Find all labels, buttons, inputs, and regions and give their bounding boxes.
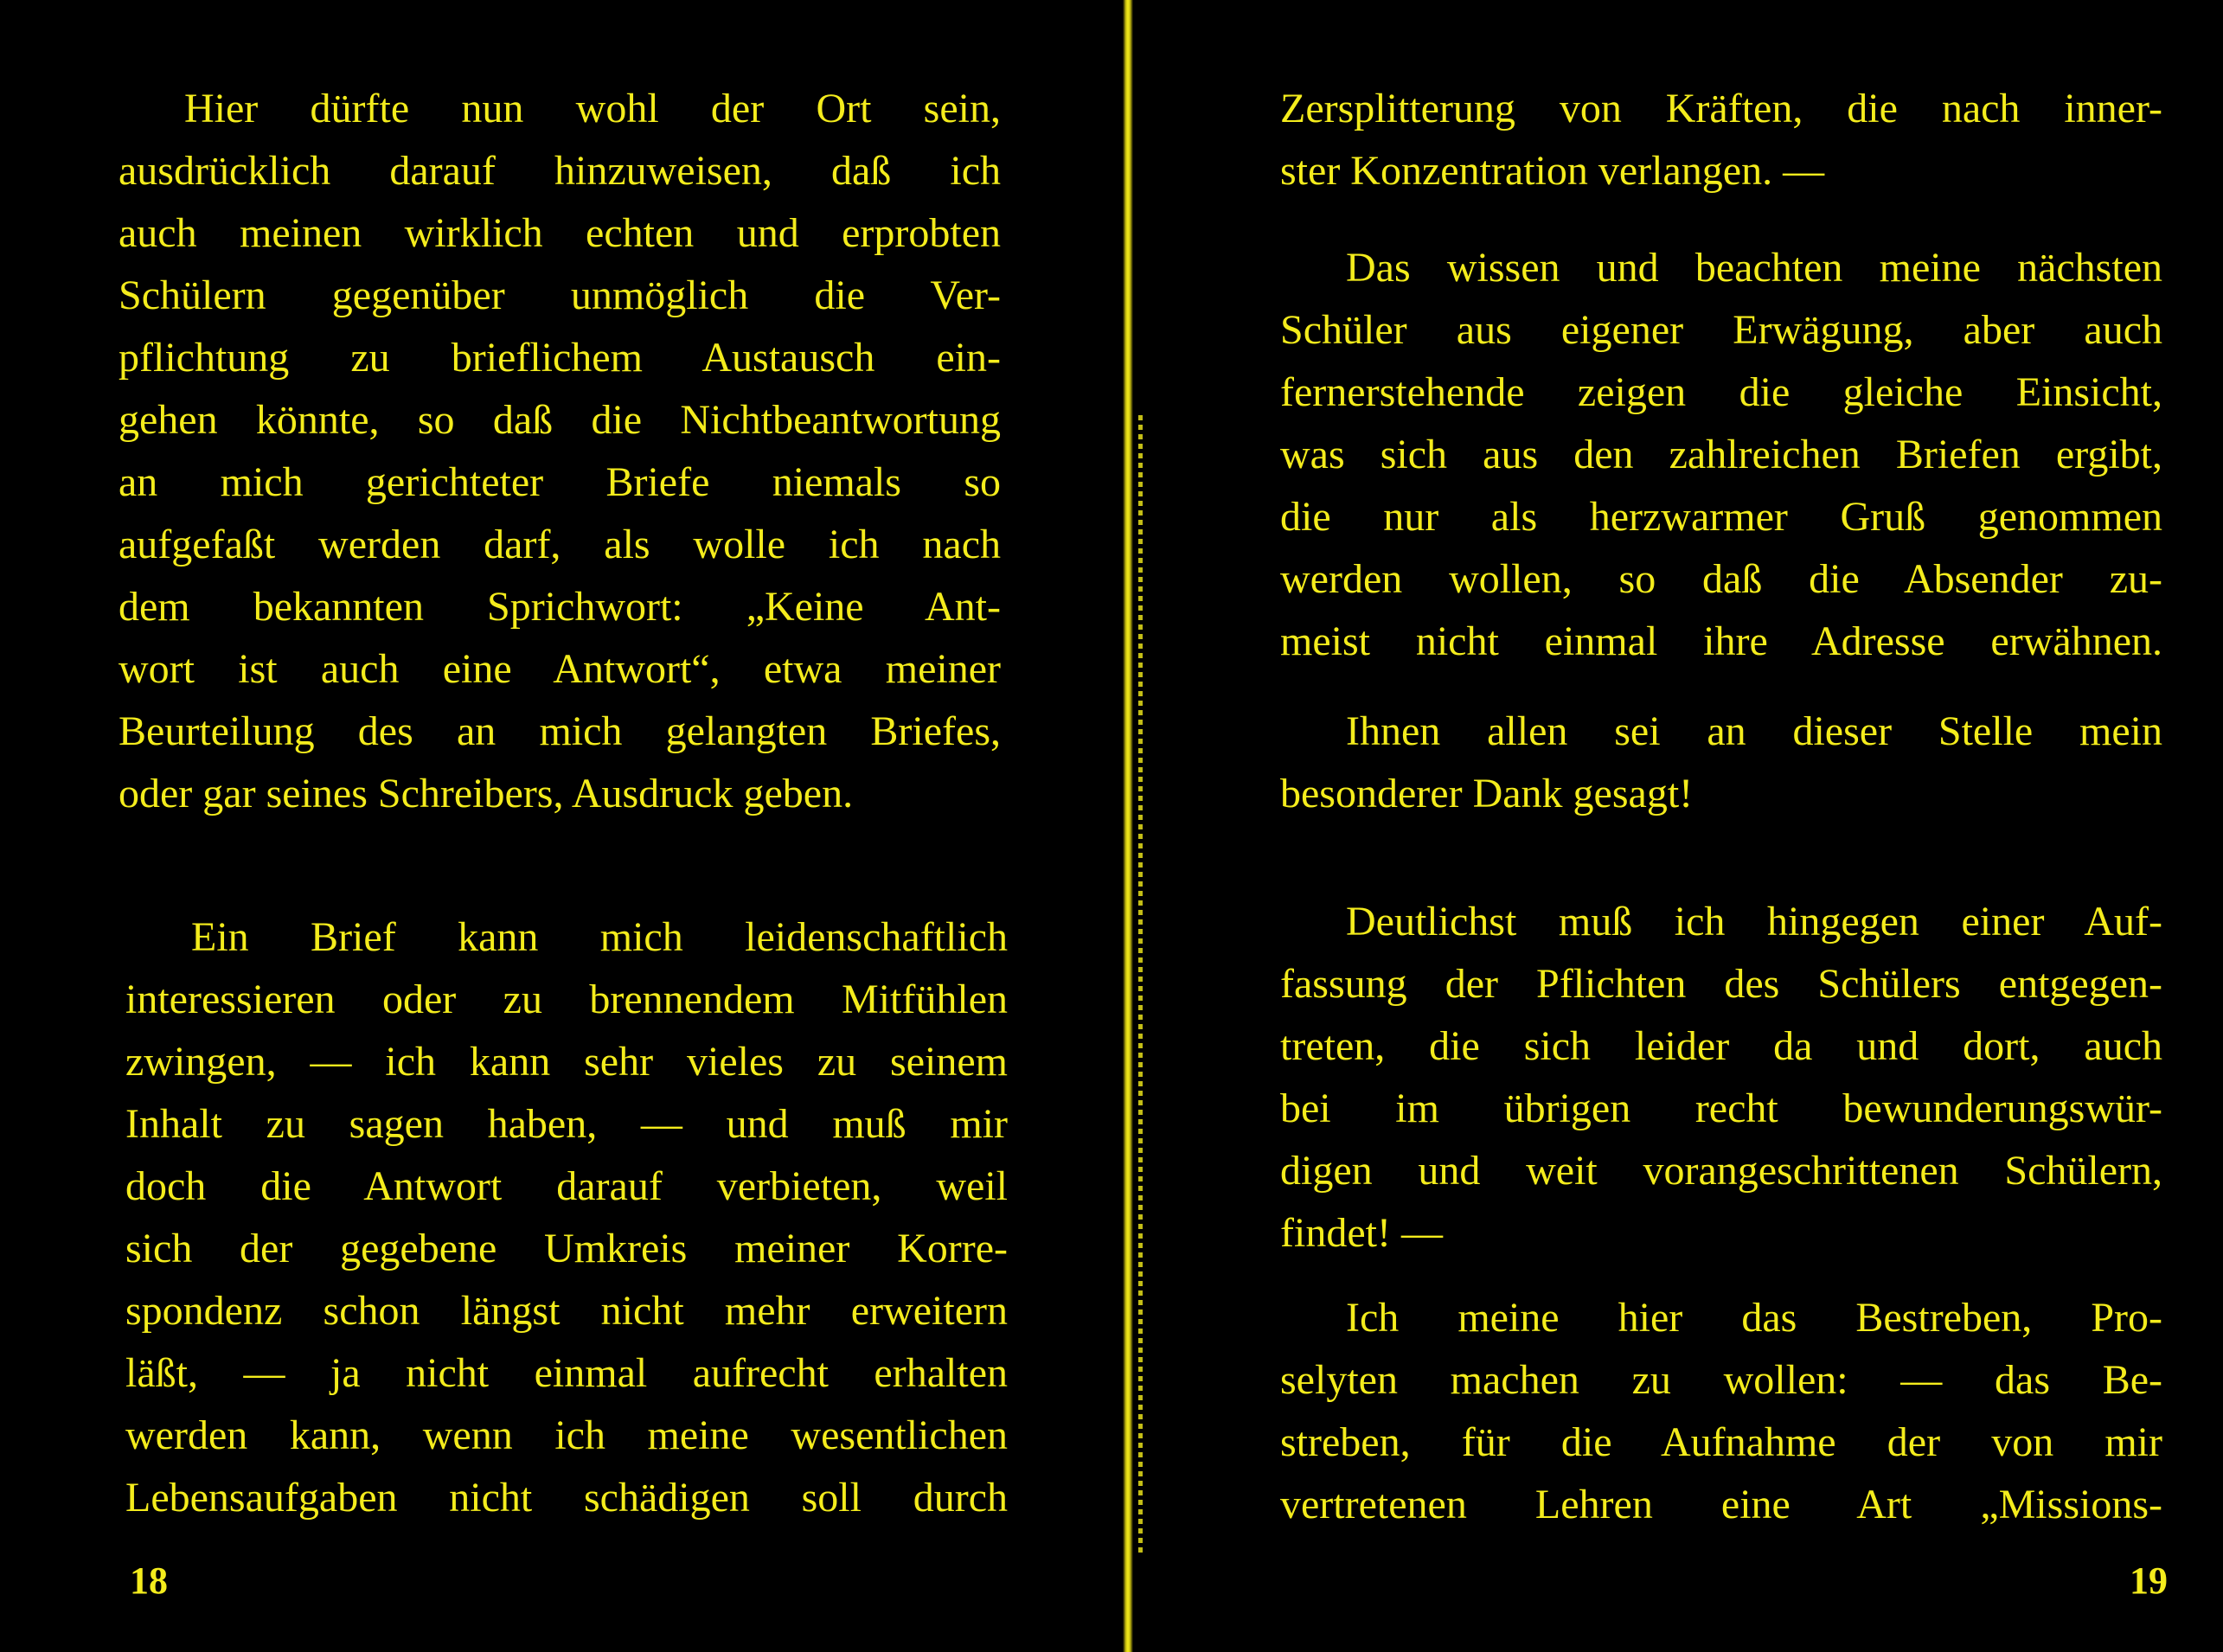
text-line: streben, für die Aufnahme der von mir (1280, 1419, 2162, 1465)
text-line: gehen könnte, so daß die Nichtbeantwortung (119, 397, 1001, 443)
text-line: zwingen, — ich kann sehr vieles zu seinem (125, 1039, 1008, 1085)
text-line: Deutlichst muß ich hingegen einer Auf- (1346, 899, 2162, 944)
text-line: findet! — (1280, 1210, 1443, 1256)
text-line: besonderer Dank gesagt! (1280, 771, 1694, 816)
right-paragraph-3 (1280, 701, 2162, 825)
text-line: Ein Brief kann mich leidenschaftlich (191, 914, 1008, 960)
text-line: ausdrücklich darauf hinzuweisen, daß ich (119, 148, 1001, 194)
text-line: was sich aus den zahlreichen Briefen ergibt, (1280, 432, 2162, 477)
text-line: die nur als herzwarmer Gruß genommen (1280, 494, 2162, 540)
text-line: digen und weit vorangeschrittenen Schülern, (1280, 1148, 2162, 1194)
text-line: Beurteilung des an mich gelangten Briefes, (119, 708, 1001, 754)
text-line: sich der gegebene Umkreis meiner Korre- (125, 1226, 1008, 1271)
text-line: aufgefaßt werden darf, als wolle ich nach (119, 522, 1001, 567)
text-line: auch meinen wirklich echten und erprobten (119, 210, 1001, 256)
text-line: meist nicht einmal ihre Adresse erwähnen. (1280, 618, 2162, 664)
text-line: treten, die sich leider da und dort, auch (1280, 1023, 2162, 1069)
text-line: bei im übrigen recht bewunderungswür- (1280, 1085, 2162, 1131)
text-line: Ihnen allen sei an dieser Stelle mein (1346, 708, 2162, 754)
text-line: doch die Antwort darauf verbieten, weil (125, 1163, 1008, 1209)
page-number-right: 19 (2130, 1559, 2168, 1602)
page-number-left: 18 (130, 1559, 168, 1602)
text-line: fassung der Pflichten des Schülers entgegen- (1280, 961, 2162, 1007)
text-line: ster Konzentration verlangen. — (1280, 148, 1825, 194)
right-paragraph-1 (1280, 78, 2162, 202)
text-line: wort ist auch eine Antwort“, etwa meiner (119, 646, 1001, 692)
text-line: vertretenen Lehren eine Art „Missions- (1280, 1482, 2162, 1527)
text-line: läßt, — ja nicht einmal aufrecht erhalten (125, 1350, 1008, 1396)
text-line: dem bekannten Sprichwort: „Keine Ant- (119, 584, 1001, 630)
text-line: Lebensaufgaben nicht schädigen soll durch (125, 1475, 1008, 1521)
left-paragraph-1 (119, 78, 1001, 825)
right-paragraph-5 (1280, 1287, 2162, 1536)
text-line: Hier dürfte nun wohl der Ort sein, (184, 86, 1001, 131)
right-paragraph-2 (1280, 237, 2162, 673)
text-line: Ich meine hier das Bestreben, Pro- (1346, 1295, 2162, 1341)
text-line: pflichtung zu brieflichem Austausch ein- (119, 335, 1001, 381)
text-line: fernerstehende zeigen die gleiche Einsicht, (1280, 369, 2162, 415)
left-paragraph-2 (125, 906, 1008, 1529)
text-line: an mich gerichteter Briefe niemals so (119, 459, 1001, 505)
text-line: spondenz schon längst nicht mehr erweitern (125, 1288, 1008, 1334)
text-line: interessieren oder zu brennendem Mitfühlen (125, 976, 1008, 1022)
text-line: werden kann, wenn ich meine wesentlichen (125, 1412, 1008, 1458)
page-edge (1138, 415, 1143, 1557)
text-line: selyten machen zu wollen: — das Be- (1280, 1357, 2162, 1403)
text-line: Zersplitterung von Kräften, die nach inner- (1280, 86, 2162, 131)
book-gutter (1123, 0, 1133, 1652)
text-line: werden wollen, so daß die Absender zu- (1280, 556, 2162, 602)
text-line: Das wissen und beachten meine nächsten (1346, 245, 2162, 291)
text-line: Schüler aus eigener Erwägung, aber auch (1280, 307, 2162, 353)
text-line: Inhalt zu sagen haben, — und muß mir (125, 1101, 1008, 1147)
text-line: oder gar seines Schreibers, Ausdruck geben. (119, 771, 854, 816)
text-line: Schülern gegenüber unmöglich die Ver- (119, 272, 1001, 318)
right-paragraph-4 (1280, 891, 2162, 1265)
